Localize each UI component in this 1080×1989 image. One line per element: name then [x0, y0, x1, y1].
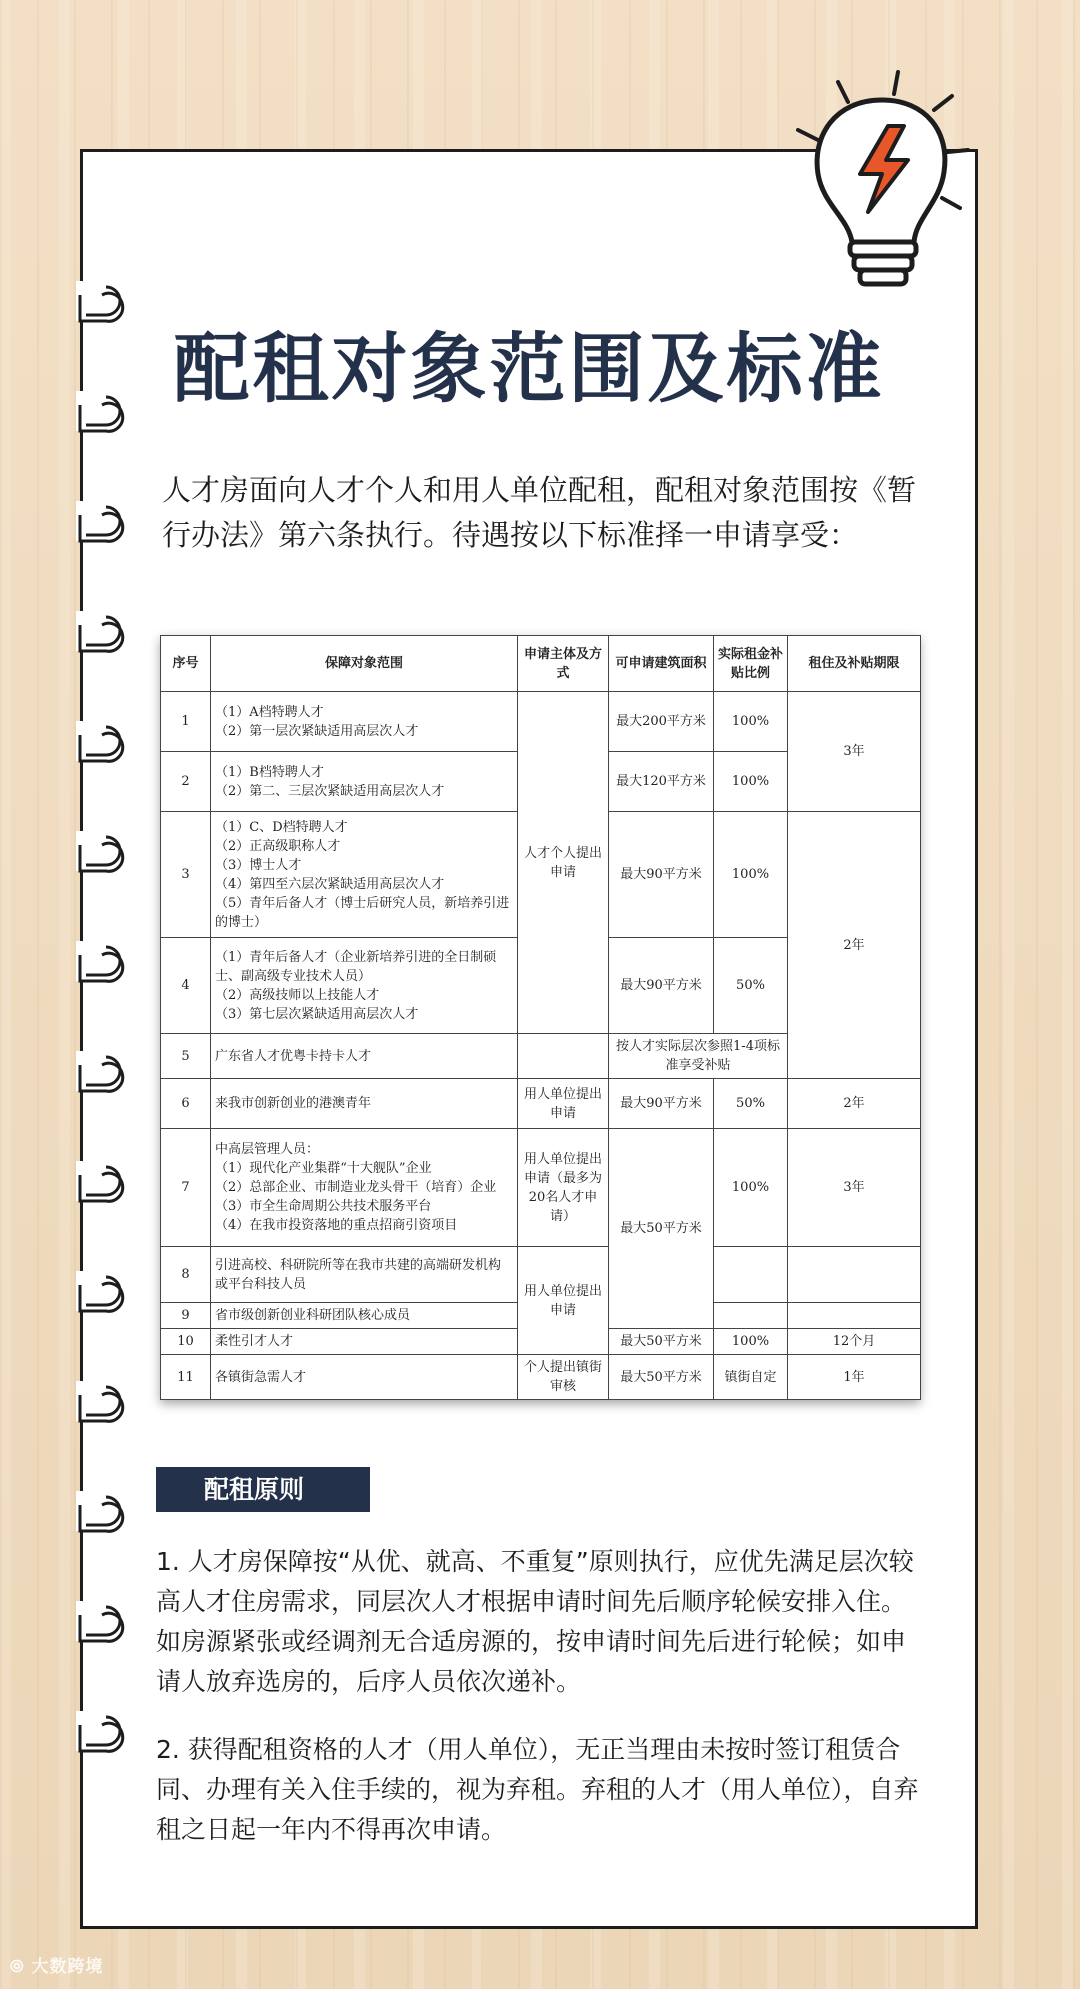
policy-table — [160, 635, 921, 1400]
row-number: 8 — [161, 1247, 211, 1303]
table-header: 实际租金补贴比例 — [714, 636, 788, 692]
row-number: 7 — [161, 1129, 211, 1247]
ratio-cell: 100% — [714, 1329, 788, 1355]
row-number: 4 — [161, 938, 211, 1034]
period-cell — [788, 1247, 921, 1303]
area-cell: 最大50平方米 — [609, 1355, 714, 1400]
scope-cell: 中高层管理人员： （1）现代化产业集群“十大舰队”企业 （2）总部企业、市制造业龙头骨干（培育）企业 （3）市全生命周期公共技术服务平台 （4）在我市投资落地的重点招商引资项目 — [211, 1129, 518, 1247]
scope-cell: 来我市创新创业的港澳青年 — [211, 1079, 518, 1129]
scope-cell: 柔性引才人才 — [211, 1329, 518, 1355]
table-row — [161, 692, 921, 752]
table-row — [161, 1129, 921, 1247]
area-cell: 最大90平方米 — [609, 1079, 714, 1129]
policy-table-container — [160, 635, 920, 1400]
ratio-cell: 100% — [714, 692, 788, 752]
row-number: 1 — [161, 692, 211, 752]
period-cell — [788, 1303, 921, 1329]
scope-cell: 引进高校、科研院所等在我市共建的高端研发机构或平台科技人员 — [211, 1247, 518, 1303]
ratio-cell: 50% — [714, 1079, 788, 1129]
page-title: 配租对象范围及标准 — [173, 324, 885, 413]
table-header: 租住及补贴期限 — [788, 636, 921, 692]
scope-cell: （1）B档特聘人才 （2）第二、三层次紧缺适用高层次人才 — [211, 752, 518, 812]
scope-cell: （1）C、D档特聘人才 （2）正高级职称人才 （3）博士人才 （4）第四至六层次紧缺适用高层次人才 （5）青年后备人才（博士后研究人员，新培养引进的博士） — [211, 812, 518, 938]
applicant-cell: 用人单位提出申请（最多为20名人才申请） — [518, 1129, 609, 1247]
area-cell: 最大50平方米 — [609, 1329, 714, 1355]
period-cell: 1年 — [788, 1355, 921, 1400]
ratio-cell — [714, 1303, 788, 1329]
applicant-cell: 个人提出镇街审核 — [518, 1355, 609, 1400]
scope-cell: 省市级创新创业科研团队核心成员 — [211, 1303, 518, 1329]
period-cell: 3年 — [788, 1129, 921, 1247]
table-row — [161, 1079, 921, 1129]
watermark-logo-icon: ⦾ — [10, 1957, 32, 1977]
row-number: 11 — [161, 1355, 211, 1400]
row-number: 9 — [161, 1303, 211, 1329]
applicant-cell: 用人单位提出申请 — [518, 1079, 609, 1129]
row-number: 10 — [161, 1329, 211, 1355]
period-cell: 3年 — [788, 692, 921, 812]
ratio-cell: 100% — [714, 812, 788, 938]
table-row — [161, 1247, 921, 1303]
ratio-cell: 镇街自定 — [714, 1355, 788, 1400]
area-cell: 最大50平方米 — [609, 1129, 714, 1329]
table-header: 申请主体及方式 — [518, 636, 609, 692]
principle-paragraph-2: 2. 获得配租资格的人才（用人单位），无正当理由未按时签订租赁合同、办理有关入住手续的，视为弃租。弃租的人才（用人单位），自弃租之日起一年内不得再次申请。 — [156, 1735, 919, 1844]
applicant-cell: 用人单位提出申请 — [518, 1247, 609, 1355]
principle-paragraph-1: 1. 人才房保障按“从优、就高、不重复”原则执行，应优先满足层次较高人才住房需求，同层次人才根据申请时间先后顺序轮候安排入住。如房源紧张或经调剂无合适房源的，按申请时间先后进行轮候；如申请人放弃选房的，后序人员依次递补。 — [156, 1547, 914, 1696]
period-cell: 2年 — [788, 1079, 921, 1129]
scope-cell: 各镇街急需人才 — [211, 1355, 518, 1400]
row-number: 3 — [161, 812, 211, 938]
scope-cell: （1）青年后备人才（企业新培养引进的全日制硕士、副高级专业技术人员） （2）高级技师以上技能人才 （3）第七层次紧缺适用高层次人才 — [211, 938, 518, 1034]
ratio-cell — [714, 1247, 788, 1303]
merged-standard-cell: 按人才实际层次参照1-4项标准享受补贴 — [609, 1034, 788, 1079]
table-row — [161, 1355, 921, 1400]
period-cell: 12个月 — [788, 1329, 921, 1355]
area-cell: 最大200平方米 — [609, 692, 714, 752]
lightbulb-icon — [790, 70, 970, 300]
area-cell: 最大90平方米 — [609, 812, 714, 938]
watermark: ⦾ 大数跨境 — [10, 1957, 104, 1977]
table-header: 序号 — [161, 636, 211, 692]
period-cell: 2年 — [788, 812, 921, 1079]
area-cell: 最大90平方米 — [609, 938, 714, 1034]
section-heading-principles: 配租原则 — [156, 1467, 370, 1512]
area-cell: 最大120平方米 — [609, 752, 714, 812]
row-number: 5 — [161, 1034, 211, 1079]
ratio-cell: 50% — [714, 938, 788, 1034]
ratio-cell: 100% — [714, 752, 788, 812]
row-number: 2 — [161, 752, 211, 812]
ratio-cell: 100% — [714, 1129, 788, 1247]
table-header: 保障对象范围 — [211, 636, 518, 692]
scope-cell: （1）A档特聘人才 （2）第一层次紧缺适用高层次人才 — [211, 692, 518, 752]
applicant-cell — [518, 1034, 609, 1079]
intro-paragraph: 人才房面向人才个人和用人单位配租，配租对象范围按《暂行办法》第六条执行。待遇按以下标准择一申请享受： — [162, 473, 917, 552]
row-number: 6 — [161, 1079, 211, 1129]
table-header: 可申请建筑面积 — [609, 636, 714, 692]
table-header-row — [161, 636, 921, 692]
scope-cell: 广东省人才优粤卡持卡人才 — [211, 1034, 518, 1079]
applicant-cell: 人才个人提出申请 — [518, 692, 609, 1034]
